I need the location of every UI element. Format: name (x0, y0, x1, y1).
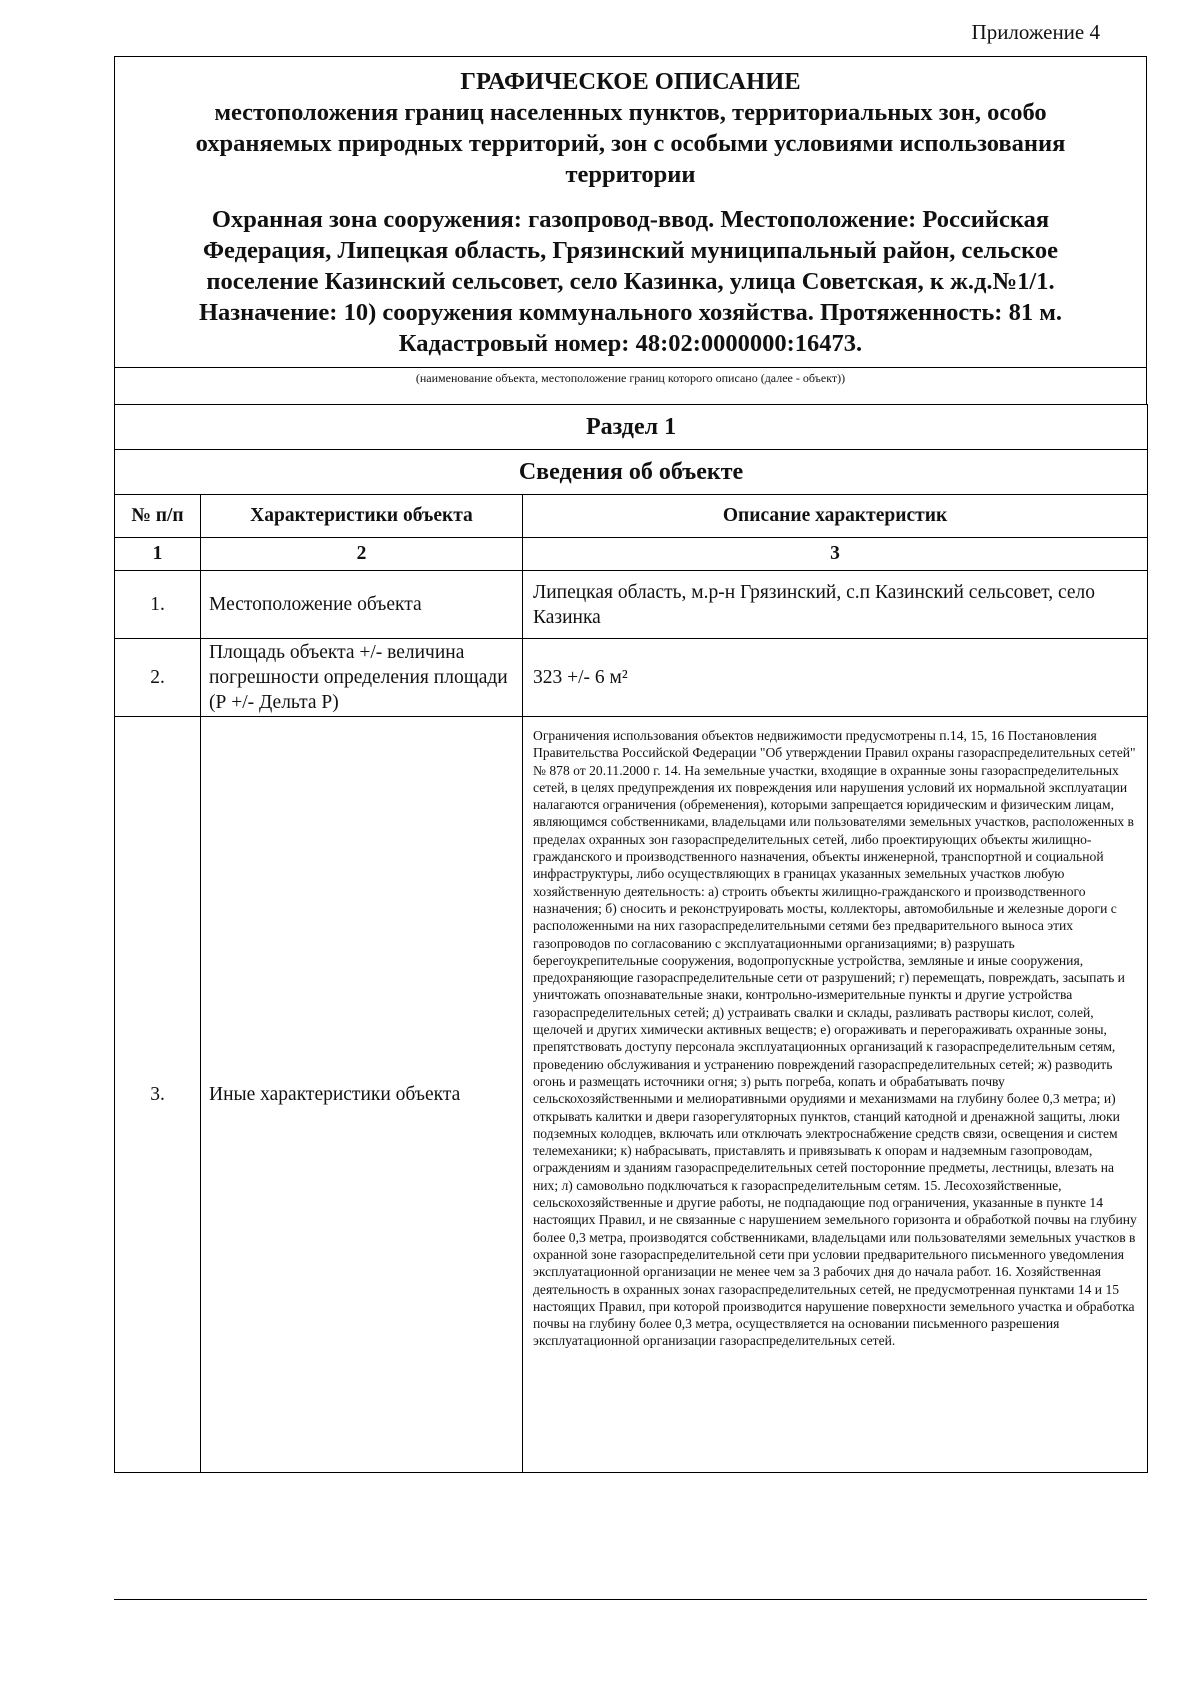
object-line: Кадастровый номер: 48:02:0000000:16473. (398, 330, 863, 357)
appendix-label: Приложение 4 (971, 20, 1100, 44)
column-header: Описание характеристик (523, 495, 1148, 538)
table-row (115, 639, 1148, 717)
characteristic-name: Иные характеристики объекта (201, 717, 523, 1473)
object-line: Охранная зона сооружения: газопровод-ввод. Местоположение: Российская (211, 206, 1050, 233)
object-info-table (114, 404, 1148, 1473)
table-row (115, 571, 1148, 639)
object-line: Назначение: 10) сооружения коммунального хозяйства. Протяженность: 81 м. (198, 299, 1063, 326)
section-title-row (115, 405, 1148, 450)
table-row (115, 717, 1148, 1473)
characteristic-value: Липецкая область, м.р-н Грязинский, с.п Казинский сельсовет, село Казинка (523, 571, 1148, 639)
table-header-row (115, 495, 1148, 538)
characteristic-name: Местоположение объекта (201, 571, 523, 639)
section-subtitle: Сведения об объекте (115, 450, 1148, 495)
row-number: 2. (115, 639, 201, 717)
section-subtitle-row (115, 450, 1148, 495)
characteristic-value: 323 +/- 6 м² (523, 639, 1148, 717)
characteristic-value: Ограничения использования объектов недвижимости предусмотрены п.14, 15, 16 Постановления Правительства Российской Федерации "Об утверждении Правил охраны газораспределительных сетей" № 878 от 20.11.2000 г. 14. На земельные участки, входящие в охранные зоны газораспределительных сетей, в целях предупреждения их повреждения или нарушения условий их нормальной эксплуатации налагаются ограничения (обременения), которыми запрещается юридическим и физическим лицам, являющимся собственниками, владельцами или пользователями земельных участков, расположенных в пределах охранных зон газораспределительных сетей, либо проектирующих объекты жилищно-гражданского и производственного назначения, объекты инженерной, транспортной и социальной инфраструктуры, либо осуществляющих в границах указанных земельных участков любую хозяйственную деятельность: а) строить объекты жилищно-гражданского и производственного назначения; б) сносить и реконструировать мосты, коллекторы, автомобильные и железные дороги с расположенными на них газораспределительными сетями без предварительного выноса этих газопроводов по согласованию с эксплуатационными организациями; в) разрушать берегоукрепительные сооружения, водопропускные устройства, земляные и иные сооружения, предохраняющие газораспределительные сети от разрушений; г) перемещать, повреждать, засыпать и уничтожать опознавательные знаки, контрольно-измерительные пункты и другие устройства газораспределительных сетей; д) устраивать свалки и склады, разливать растворы кислот, солей, щелочей и других химически активных веществ; е) огораживать и перегораживать охранные зоны, препятствовать доступу персонала эксплуатационных организаций к газораспределительным сетям, проведению обслуживания и устранению повреждений газораспределительных сетей; ж) разводить огонь и размещать источники огня; з) рыть погреба, копать и обрабатывать почву сельскохозяйственными и мелиоративными орудиями и механизмами на глубину более 0,3 метра; и) открывать калитки и двери газорегуляторных пунктов, станций катодной и дренажной защиты, люки подземных колодцев, включать или отключать электроснабжение средств связи, освещения и систем телемеханики; к) набрасывать, приставлять и привязывать к опорам и надземным газопроводам, ограждениям и зданиям газораспределительных сетей посторонние предметы, лестницы, влезать на них; л) самовольно подключаться к газораспределительным сетям. 15. Лесохозяйственные, сельскохозяйственные и другие работы, не подпадающие под ограничения, указанные в пункте 14 настоящих Правил, и не связанные с нарушением земельного горизонта и обработкой почвы на глубину более 0,3 метра, производятся собственниками, владельцами или пользователями земельных участков в охранной зоне газораспределительной сети при условии предварительного письменного уведомления эксплуатационной организации не менее чем за 3 рабочих дня до начала работ. 16. Хозяйственная деятельность в охранных зонах газораспределительных сетей, не предусмотренная пунктами 14 и 15 настоящих Правил, при которой производится нарушение поверхности земельного участка и обработка почвы на глубину более 0,3 метра, осуществляется на основании письменного разрешения эксплуатационной организации газораспределительных сетей. (523, 717, 1148, 1473)
object-caption: (наименование объекта, местоположение границ которого описано (далее - объект)) (114, 368, 1147, 404)
document-header (114, 56, 1147, 368)
characteristic-name: Площадь объекта +/- величина погрешности определения площади (Р +/- Дельта Р) (201, 639, 523, 717)
object-description (115, 204, 1146, 359)
object-line: Федерация, Липецкая область, Грязинский муниципальный район, сельское (203, 237, 1058, 264)
column-header: № п/п (115, 495, 201, 538)
row-number: 1. (115, 571, 201, 639)
column-number: 3 (523, 538, 1148, 571)
column-number-row (115, 538, 1148, 571)
column-header: Характеристики объекта (201, 495, 523, 538)
document-title: ГРАФИЧЕСКОЕ ОПИСАНИЕ (460, 68, 801, 95)
section-title: Раздел 1 (115, 405, 1148, 450)
column-number: 2 (201, 538, 523, 571)
row-number: 3. (115, 717, 201, 1473)
footer-divider (114, 1599, 1147, 1600)
object-line: поселение Казинский сельсовет, село Казинка, улица Советская, к ж.д.№1/1. (206, 268, 1055, 295)
column-number: 1 (115, 538, 201, 571)
document-subtitle: местоположения границ населенных пунктов, территориальных зон, особо охраняемых природных территорий, зон с особыми условиями использования территории (195, 99, 1066, 188)
